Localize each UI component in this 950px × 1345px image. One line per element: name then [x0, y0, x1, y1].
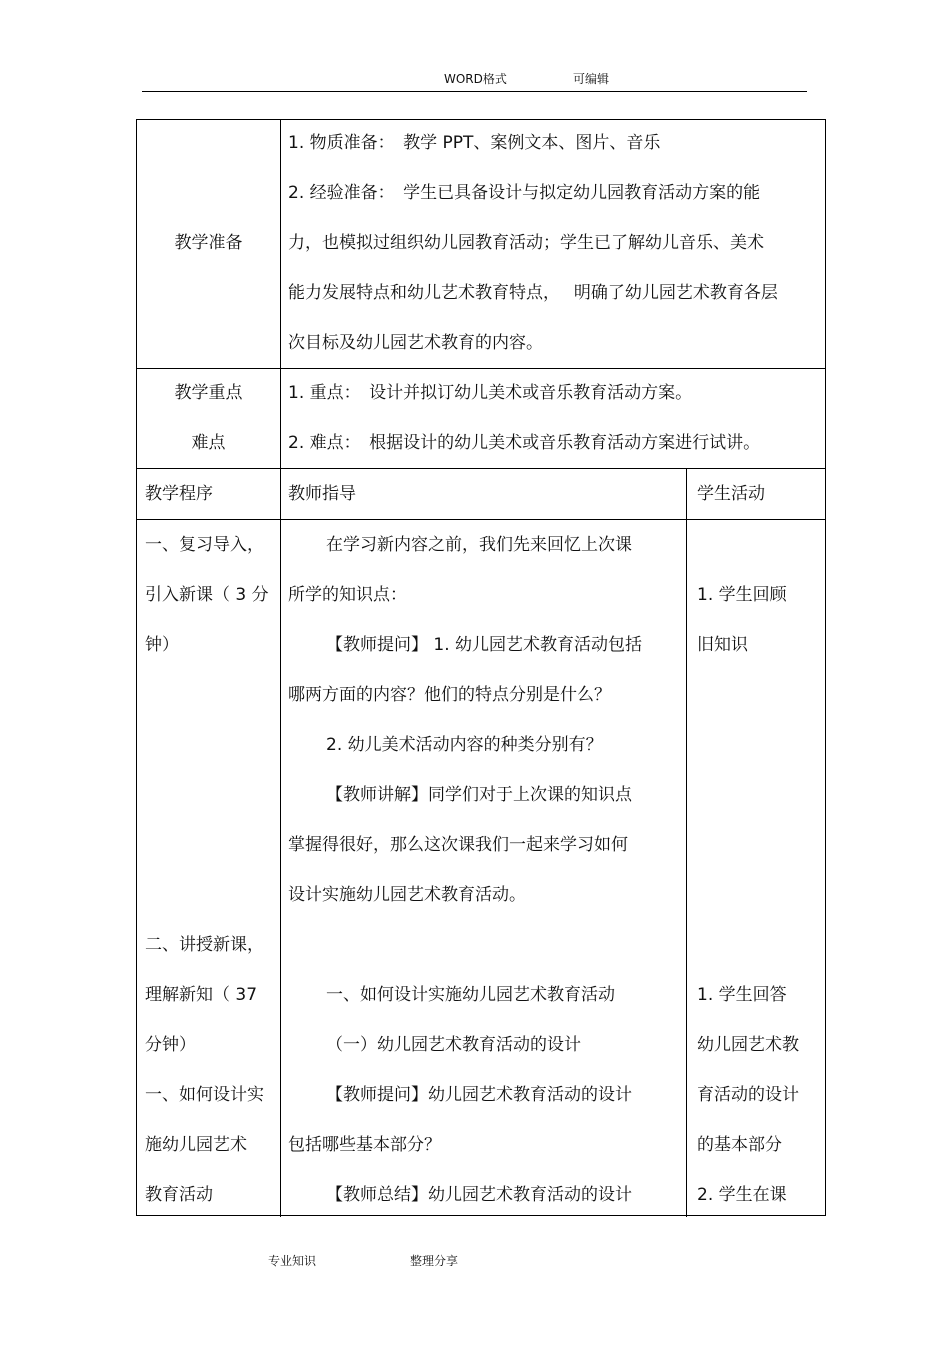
student-line	[697, 670, 823, 720]
procedure-line	[145, 670, 279, 720]
focus-label	[137, 368, 280, 468]
teacher-column	[288, 520, 684, 1220]
focus-content	[288, 368, 760, 468]
student-line: 2. 学生在课	[697, 1185, 787, 1205]
prep-line: 2. 经验准备： 学生已具备设计与拟定幼儿园教育活动方案的能	[288, 183, 761, 203]
footer-share: 整理分享	[410, 1254, 459, 1268]
student-line: 1. 学生回答	[697, 985, 787, 1005]
procedure-line: 一、如何设计实	[145, 1085, 264, 1105]
procedure-column	[145, 520, 279, 1220]
column-header-teacher: 教师指导	[288, 484, 356, 504]
prep-line: 力，也模拟过组织幼儿园教育活动；学生已了解幼儿音乐、美术	[288, 233, 764, 253]
prep-content	[288, 118, 778, 368]
prep-line: 1. 物质准备： 教学 PPT、案例文本、图片、音乐	[288, 133, 661, 153]
header-rule	[142, 91, 807, 92]
procedure-line: 二、讲授新课，	[145, 935, 264, 955]
teacher-line: 所学的知识点：	[288, 585, 407, 605]
procedure-line: 分钟）	[145, 1035, 196, 1055]
header-format: WORD格式	[444, 72, 507, 86]
procedure-line: 施幼儿园艺术	[145, 1135, 247, 1155]
student-line	[697, 520, 823, 570]
teacher-line: 设计实施幼儿园艺术教育活动。	[288, 885, 526, 905]
procedure-line	[145, 720, 279, 770]
student-line: 旧知识	[697, 635, 748, 655]
procedure-line: 引入新课（ 3 分	[145, 585, 269, 605]
procedure-line: 理解新知（ 37	[145, 985, 258, 1005]
teacher-line: 【教师提问】 1. 幼儿园艺术教育活动包括	[326, 635, 643, 655]
teacher-line: 2. 幼儿美术活动内容的种类分别有？	[326, 735, 603, 755]
teacher-line: 【教师讲解】同学们对于上次课的知识点	[326, 785, 632, 805]
teacher-line: 【教师总结】幼儿园艺术教育活动的设计	[326, 1185, 632, 1205]
focus-line: 2. 难点： 根据设计的幼儿美术或音乐教育活动方案进行试讲。	[288, 433, 761, 453]
student-line	[697, 720, 823, 770]
student-line: 的基本部分	[697, 1135, 782, 1155]
prep-line: 次目标及幼儿园艺术教育的内容。	[288, 333, 543, 353]
procedure-line: 一、复习导入，	[145, 535, 264, 555]
student-line	[697, 820, 823, 870]
teacher-line: 包括哪些基本部分？	[288, 1135, 441, 1155]
teacher-line: 掌握得很好，那么这次课我们一起来学习如何	[288, 835, 628, 855]
procedure-line: 钟）	[145, 635, 179, 655]
prep-line: 能力发展特点和幼儿艺术教育特点， 明确了幼儿园艺术教育各层	[288, 283, 778, 303]
col-divider-2	[686, 468, 687, 1217]
teacher-line: 在学习新内容之前，我们先来回忆上次课	[326, 535, 632, 555]
col-divider-1	[280, 120, 281, 1217]
teacher-line: 【教师提问】幼儿园艺术教育活动的设计	[326, 1085, 632, 1105]
teacher-line	[288, 920, 684, 970]
focus-label-line: 难点	[191, 433, 226, 453]
student-line: 幼儿园艺术教	[697, 1035, 799, 1055]
procedure-line: 教育活动	[145, 1185, 213, 1205]
procedure-line	[145, 770, 279, 820]
student-column	[697, 520, 823, 1220]
student-line: 育活动的设计	[697, 1085, 799, 1105]
prep-label: 教学准备	[174, 233, 243, 253]
student-line	[697, 770, 823, 820]
column-header-procedure: 教学程序	[145, 484, 213, 504]
student-line	[697, 870, 823, 920]
teacher-line: 哪两方面的内容？他们的特点分别是什么？	[288, 685, 611, 705]
teacher-line: 一、如何设计实施幼儿园艺术教育活动	[326, 985, 615, 1005]
header-editable: 可编辑	[573, 72, 610, 86]
column-header-student: 学生活动	[697, 484, 765, 504]
procedure-line	[145, 820, 279, 870]
footer-knowledge: 专业知识	[268, 1254, 317, 1268]
focus-line: 1. 重点： 设计并拟订幼儿美术或音乐教育活动方案。	[288, 383, 693, 403]
student-line	[697, 920, 823, 970]
procedure-line	[145, 870, 279, 920]
student-line: 1. 学生回顾	[697, 585, 787, 605]
focus-label-line: 教学重点	[174, 383, 243, 403]
lesson-plan-table	[136, 119, 826, 1216]
teacher-line: （一）幼儿园艺术教育活动的设计	[326, 1035, 581, 1055]
